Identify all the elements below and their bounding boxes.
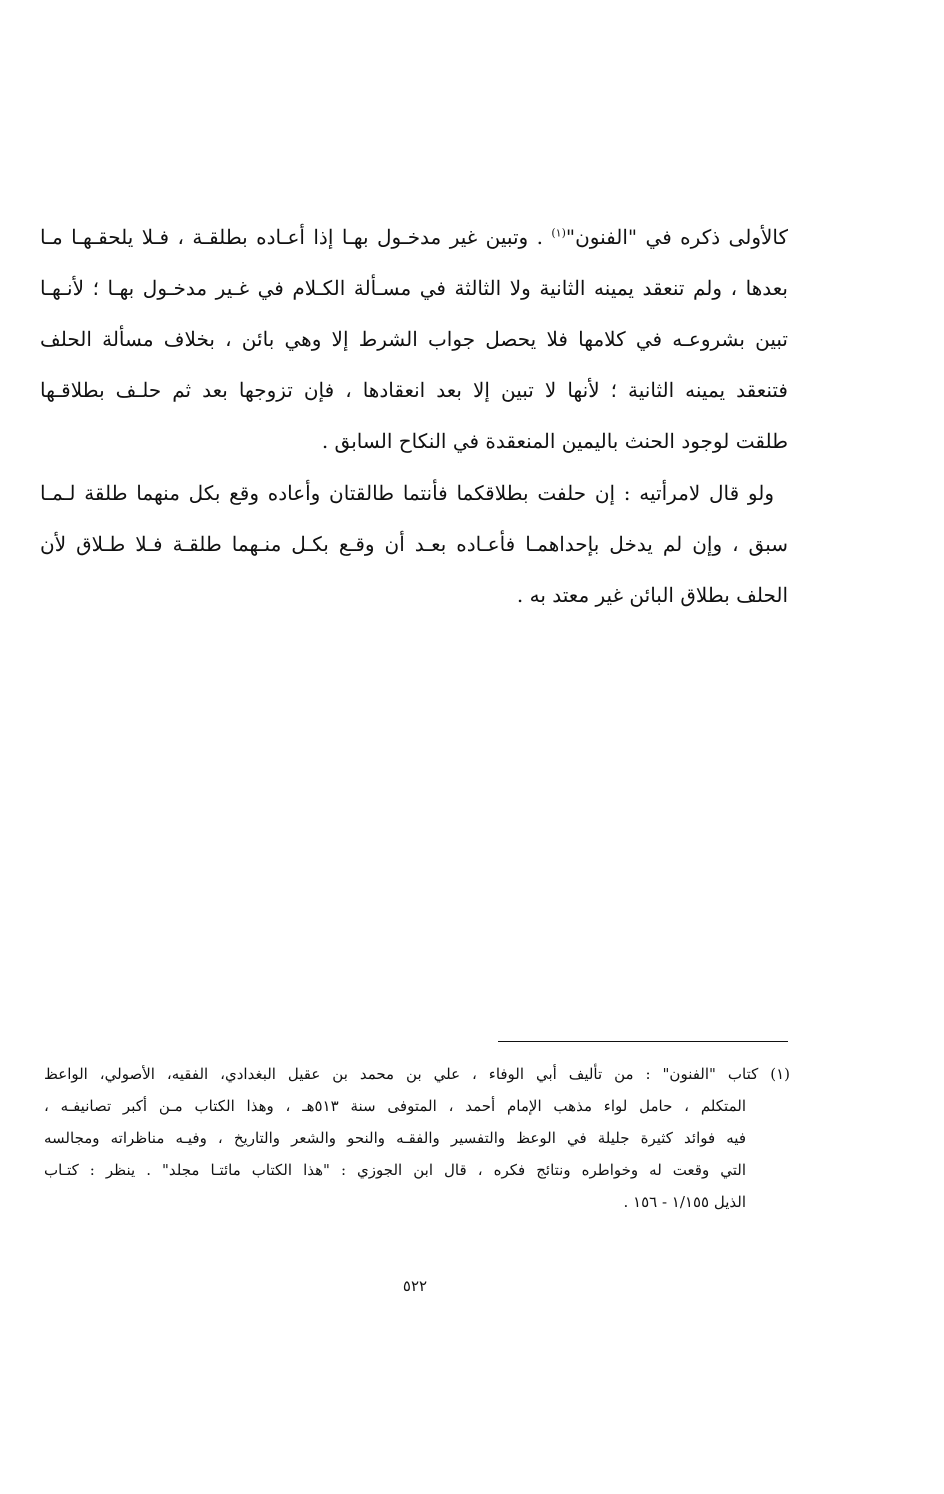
body-line: سبق ، وإن لم يدخل بإحداهمـا فأعـاده بعـد أن وقـع بكـل منـهما طلقـة فـلا طـلاق لأن [40,532,788,556]
footnote-line: (١) كتاب "الفنون" : من تأليف أبي الوفاء ، علي بن محمد بن عقيل البغدادي، الفقيه، الأصولي، الواعظ [44,1065,790,1083]
footnote-marker[interactable]: (١) [551,226,566,240]
footnote-line: الذيل ١/١٥٥ - ١٥٦ . [623,1193,746,1211]
body-line: الحلف بطلاق البائن غير معتد به . [516,583,788,607]
body-line: ولو قال لامرأتيه : إن حلفت بطلاقكما فأنتما طالقتان وأعاده وقع بكل منهما طلقة لـمـا [40,481,774,505]
footnote-line: فيه فوائد كثيرة جليلة في الوعظ والتفسير والفقـه والنحو والشعر والتاريخ ، وفيـه مناظراته ومجالسه [44,1129,746,1147]
body-line: تبين بشروعـه في كلامها فلا يحصل جواب الشرط إلا وهي بائن ، بخلاف مسألة الحلف [40,327,788,351]
footnote [44,1058,790,1218]
body-text: . وتبين غير مدخـول بهـا إذا أعـاده بطلقـة ، فـلا يلحقـهـا مـا [40,225,552,249]
footnote-line: المتكلم ، حامل لواء مذهب الإمام أحمد ، المتوفى سنة ٥١٣هـ ، وهذا الكتاب مـن أكبر تصانيفـه ، [44,1097,746,1115]
body-line [40,212,788,263]
footnote-separator [498,1041,788,1042]
body-line: بعدها ، ولم تنعقد يمينه الثانية ولا الثالثة في مسـألة الكـلام في غـير مدخـول بهـا ؛ لأنـهـا [40,276,788,300]
body-paragraph-1 [40,212,788,467]
body-line: طلقت لوجود الحنث باليمين المنعقدة في النكاح السابق . [321,429,788,453]
body-text: كالأولى ذكره في "الفنون" [565,225,788,249]
page-number: ٥٢٢ [402,1277,428,1295]
body-line: فتنعقد يمينه الثانية ؛ لأنها لا تبين إلا بعد انعقادها ، فإن تزوجها بعد ثم حلـف بطلاقـها [40,378,788,402]
footnote-line: التي وقعت له وخواطره ونتائج فكره ، قال ابن الجوزي : "هذا الكتاب مائتـا مجلد" . ينظر : كتـاب [44,1161,746,1179]
body-paragraph-2 [40,468,788,621]
